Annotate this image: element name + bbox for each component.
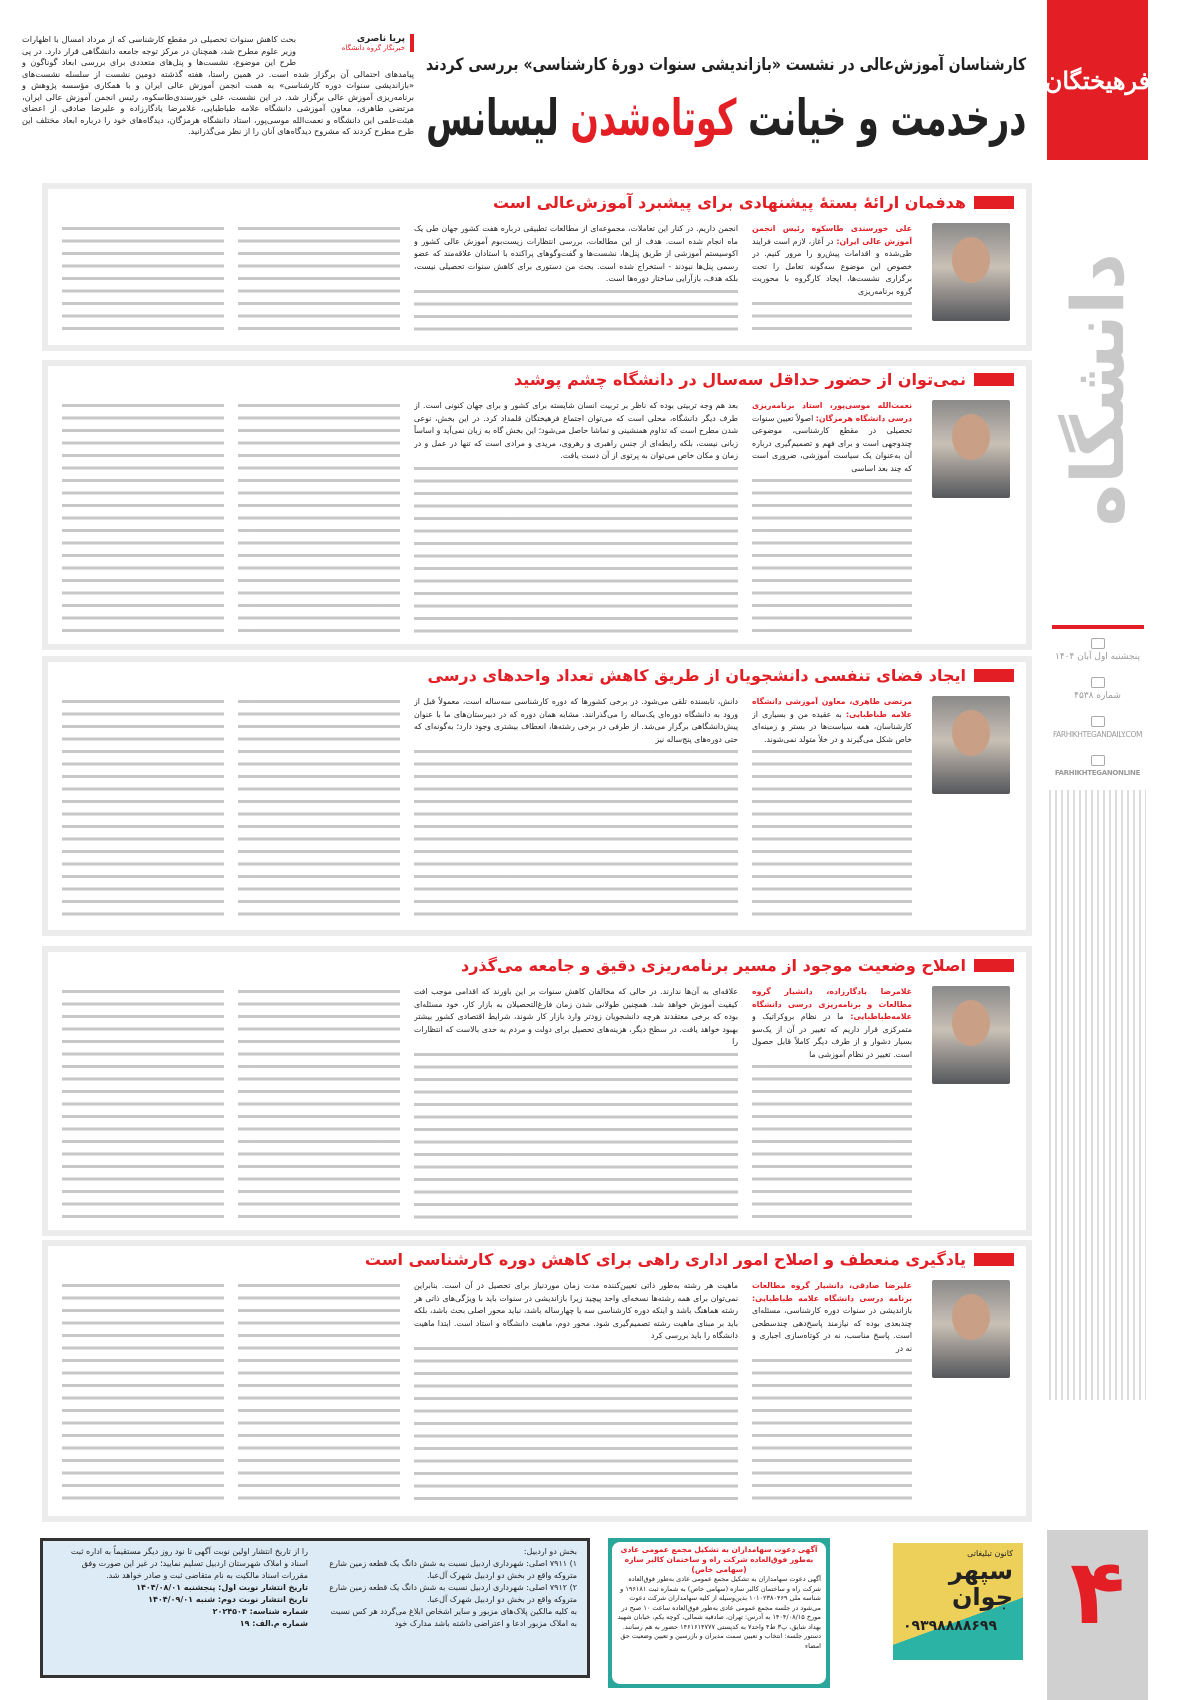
section-label-text: دانشگاه: [1055, 253, 1140, 527]
article-text: ماهیت هر رشته به‌طور ذاتی تعیین‌کننده مدت زمان موردنیاز برای تحصیل در آن است. بنابراین نمی‌توان برای همه رشته‌ها نسخه‌ای واحد پیچید زیرا بازاندیشی در سنوات باید با ویژگی‌های ذاتی هر رشته هماهنگ باشد و اینکه دوره کارشناسی سه یا چهارساله باشد، نباید محور اصلی بحث باشد، بلکه باید بر مبنای ماهیت رشته تصمیم‌گیری شود. محور دوم، ماهیت دانشگاه و استاد است. ابتدا ماهیت دانشگاه را باید بررسی کرد: [414, 1281, 738, 1340]
speaker-intro: ما در نظام بروکراتیک و متمرکزی قرار داریم که تغییر در آن از یک‌سو بسیار دشوار و از طرف دیگر کاملاً قابل حصول است. تغییر در نظام آموزشی ما: [752, 1012, 912, 1059]
title-bar: [974, 196, 1014, 209]
text-column: [414, 696, 738, 920]
website-text[interactable]: FARHIKHTEGANDAILY.COM: [1052, 730, 1143, 739]
decorative-stripes: [1049, 790, 1146, 1400]
notice-body: آگهی دعوت سهامداران به تشکیل مجمع عمومی عادی به‌طور فوق‌العاده شرکت راه و ساختمان کالبر سازه (سهامی خاص) به شماره ثبت ۱۹۶۱۸۱ و شناسه ملی ۱۰۱۰۲۳۸۰۴۶۹ بدین‌وسیله از کلیه سهامداران شرکت دعوت می‌شود در جلسه مجمع عمومی عادی به‌طور فوق‌العاده ساعت ۱۰ صبح در مورخ ۱۴۰۴/۰۸/۱۵ به آدرس: تهران، صادقیه شمالی، کوچه یکم، خیابان شهید بهداد شایق، پ۳ ط۴ واحد۷ به کدپستی ۱۴۶۱۶۱۴۷۷۷ حضور به هم رسانند. دستور جلسه: انتخاب و تعیین سمت مدیران و بازرسین و تعیین وضعیت حق امضاء: [617, 1575, 821, 1650]
text-column: [414, 986, 738, 1220]
kicker: کارشناسان آموزش‌عالی در نشست «بازاندیشی سنوات دورۀ کارشناسی» بررسی کردند: [425, 55, 1026, 75]
section-title: [514, 370, 1014, 389]
section-title: [461, 956, 1014, 975]
speaker-intro: به عقیده من و بسیاری از کارشناسان، همه سیاست‌ها در بستر و زمینه‌ای خاص شکل می‌گیرند و در خلأ متولد نمی‌شوند.: [752, 709, 912, 744]
headline-red: کوتاه‌شدن: [570, 89, 737, 147]
speaker-intro: اصولاً تعیین سنوات تحصیلی در مقطع کارشناسی، موضوعی چندوجهی است و برای فهم و تصمیم‌گیری درباره آن به‌عنوان یک سیاست آموزشی، ضروری است که چند بعد اساسی: [752, 413, 912, 473]
author-box: [302, 34, 414, 52]
social-icon: [1091, 755, 1105, 766]
section-heading: هدفمان ارائۀ بستۀ پیشنهادی برای پیشبرد آموزش‌عالی است: [492, 193, 966, 212]
text-lines: [414, 1053, 738, 1221]
ad-brand-2: جوان: [951, 1583, 1013, 1611]
legal-notice-right: [322, 1546, 577, 1670]
legal-date1: تاریخ انتشار نوبت اول: پنجشنبه ۱۴۰۴/۰۸/۰۱: [136, 1583, 308, 1592]
page-number: ۴: [1070, 1540, 1125, 1645]
legal-no: شماره م.الف: ۱۹: [239, 1619, 308, 1628]
title-bar: [974, 1253, 1014, 1266]
section-title: [428, 666, 1015, 685]
text-column: [752, 1280, 912, 1506]
text-lines: [238, 700, 400, 920]
text-column: [752, 223, 912, 335]
text-lines: [62, 700, 224, 920]
legal-notice-ad: [40, 1538, 590, 1678]
speaker-name: علیرضا صادقی، دانشیار گروه مطالعات برنامه درسی دانشگاه علامه طباطبایی:: [752, 1281, 912, 1303]
section-label: [1047, 180, 1148, 600]
text-lines: [752, 1065, 912, 1220]
page-headline: [426, 86, 1026, 150]
headline-part1: درخدمت و خیانت: [736, 89, 1026, 147]
author-role: خبرنگار گروه دانشگاه: [341, 44, 405, 52]
article-text: انجمن داریم. در کنار این تعاملات، مجموعه‌ای از مطالعات تطبیقی درباره هفت کشور جهان طی یک ماه انجام شده است. هدف از این مطالعات، بررسی انتظارات زیست‌بوم آموزش عالی کشور و اکوسیستم آموزشی از طریق پنل‌ها، نشست‌ها و گفت‌وگوهای پراکنده با استادان علاقه‌مند که عضو رسمی پنل‌ها نبودند - استخراج شده است. بحث من دستوری برای کاهش سنوات تحصیلی نیست، بلکه هدف، بازآرایی ساختار دوره‌ها است.: [414, 224, 738, 283]
date: [1047, 638, 1148, 662]
date-text: پنجشنبه اول آبان ۱۴۰۴: [1055, 652, 1140, 662]
website[interactable]: [1047, 716, 1148, 739]
text-lines: [62, 990, 224, 1220]
ad-brand-1: سپهر: [948, 1557, 1013, 1585]
text-column: [238, 400, 400, 634]
legal-line: ۲) ۷۹۱۲ اصلی: شهرداری اردبیل نسبت به شش دانگ یک قطعه زمین شارع متروکه واقع در بخش دو اردبیل شهرک آل‌عبا.: [329, 1583, 577, 1604]
sepehr-javan-ad: [893, 1543, 1023, 1660]
text-lines: [414, 1347, 738, 1507]
text-column: [238, 696, 400, 920]
barcode-icon: [1091, 677, 1105, 688]
text-lines: [238, 227, 400, 335]
text-column: [414, 400, 738, 634]
text-column: [752, 986, 912, 1220]
text-lines: [752, 750, 912, 920]
text-column: [238, 223, 400, 335]
text-column: [414, 1280, 738, 1506]
text-column: [62, 1280, 224, 1506]
shareholder-notice-ad: [608, 1538, 830, 1688]
speaker-name: نعمت‌الله موسی‌پور، استاد برنامه‌ریزی درسی دانشگاه هرمزگان:: [752, 401, 912, 423]
article-text: بعد هم وجه تربیتی بوده که ناظر بر تربیت انسان شایسته برای کشور و برای جهان کنونی است. از طرف دیگر دانشگاه، محلی است که می‌توان اجتماع فرهیختگان قلمداد کرد. در این بخش، نوعی شدن مطرح است که تداوم همنشینی و تماشا حاصل می‌شود؛ این بخش گاه به زبان نمی‌آید و اساساً زبانی نیست، بلکه رابطه‌ای از جنس راهبری و رهروی، مریدی و مرادی است که تنها در عمل و در زمان و مکان خاص می‌توان به پرتوی از آن دست یافت.: [414, 401, 738, 460]
text-lines: [238, 990, 400, 1220]
text-lines: [62, 227, 224, 335]
text-column: [752, 400, 912, 634]
title-bar: [974, 373, 1014, 386]
section-heading: ایجاد فضای تنفسی دانشجویان از طریق کاهش تعداد واحدهای درسی: [427, 666, 966, 685]
article-section: [42, 656, 1032, 936]
notice-title: آگهی دعوت سهامداران به تشکیل مجمع عمومی عادی به‌طور فوق‌العاده شرکت راه و ساختمان کالبر سازه (سهامی خاص): [620, 1545, 818, 1574]
text-column: [238, 986, 400, 1220]
speaker-name: علی خورسندی طاسکوه رئیس انجمن آموزش عالی ایران:: [752, 224, 912, 246]
social[interactable]: [1047, 755, 1148, 777]
section-heading: یادگیری منعطف و اصلاح امور اداری راهی برای کاهش دوره کارشناسی است: [364, 1250, 966, 1269]
speaker-name: مرتضی طاهری، معاون آموزشی دانشگاه علامه طباطبایی:: [752, 697, 912, 719]
legal-line: ۱) ۷۹۱۱ اصلی: شهرداری اردبیل نسبت به شش دانگ یک قطعه زمین شارع متروکه واقع در بخش دو اردبیل شهرک آل‌عبا.: [329, 1559, 577, 1580]
headline-part2: لیسانس: [425, 89, 571, 147]
ad-phone[interactable]: ۰۹۳۹۸۸۸۸۶۹۹: [903, 1618, 997, 1634]
legal-notice-left: [53, 1546, 308, 1670]
text-lines: [62, 1284, 224, 1506]
text-column: [238, 1280, 400, 1506]
text-lines: [414, 467, 738, 635]
legal-date2: تاریخ انتشار نوبت دوم: شنبه ۱۴۰۴/۰۹/۰۱: [148, 1595, 308, 1604]
text-lines: [752, 1359, 912, 1506]
section-heading: اصلاح وضعیت موجود از مسیر برنامه‌ریزی دقیق و جامعه می‌گذرد: [461, 956, 966, 975]
legal-line: بخش دو اردبیل:: [523, 1547, 577, 1556]
ad-agency-label: کانون تبلیغاتی: [967, 1549, 1013, 1558]
newspaper-logo: فرهیختگان: [1047, 0, 1148, 160]
article-section: [42, 360, 1032, 650]
legal-id: شماره شناسه: ۲۰۲۴۵۰۴: [212, 1607, 308, 1616]
issue: [1047, 677, 1148, 701]
article-text: دانش، نابسنده تلقی می‌شود. در برخی کشورها که دوره کارشناسی سه‌ساله است، معمولاً قبل از ورود به دانشگاه دوره‌ای یک‌ساله را می‌گذرانند. مشابه همان دوره که در دبیرستان‌های ما با عنوان پیش‌دانشگاهی برگزار می‌شد. از طرفی در برخی رشته‌ها، انعطاف بیشتری وجود دارد؛ به‌گونه‌ای که حتی دوره‌های پنج‌ساله نیز: [414, 697, 738, 744]
legal-line: را از تاریخ انتشار اولین نوبت آگهی تا نود روز دیگر مستقیماً به اداره ثبت اسناد و املاک شهرستان اردبیل تسلیم نمایید؛ در غیر این صورت وفق مقررات اسناد مالکیت به نام متقاضی ثبت و صادر خواهد شد.: [70, 1547, 308, 1580]
text-lines: [752, 479, 912, 634]
article-section: [42, 946, 1032, 1236]
section-title: [493, 193, 1014, 212]
legal-line: به کلیه مالکین پلاک‌های مزبور و سایر اشخاص ابلاغ می‌گردد هر کس نسبت به املاک مزبور ادعا و اعتراضی داشته باشد مدارک خود: [330, 1607, 577, 1628]
text-lines: [238, 1284, 400, 1506]
text-column: [62, 223, 224, 335]
title-bar: [974, 959, 1014, 972]
text-lines: [414, 290, 738, 336]
text-lines: [62, 404, 224, 634]
speaker-intro: بازاندیشی در سنوات دوره کارشناسی، مسئله‌ای چندبعدی بوده که نیازمند پاسخ‌دهی چندسطحی است. پاسخ مناسب، نه در کوتاه‌سازی اجباری و نه در: [752, 1306, 912, 1353]
calendar-icon: [1091, 638, 1105, 649]
text-lines: [752, 302, 912, 335]
lead-article: [22, 34, 414, 176]
section-heading: نمی‌توان از حضور حداقل سه‌سال در دانشگاه چشم پوشید: [513, 370, 966, 389]
text-column: [62, 696, 224, 920]
text-lines: [238, 404, 400, 634]
article-section: [42, 1240, 1032, 1522]
author-name: پریا ناصری: [356, 34, 405, 44]
section-title: [365, 1250, 1014, 1269]
text-lines: [414, 750, 738, 920]
text-column: [414, 223, 738, 335]
article-section: [42, 183, 1032, 351]
lead-text: بحث کاهش سنوات تحصیلی در مقطع کارشناسی که از مرداد امسال با اظهارات وزیر علوم مطرح شد، همچنان در مرکز توجه جامعه دانشگاهی قرار دارد. در پی طرح این موضوع، نشست‌ها و پنل‌های متعددی برای بررسی ابعاد گوناگون و پیامدهای احتمالی آن برگزار شده است. در همین راستا، هفته گذشته دومین نشست از سلسله نشست‌های «بازاندیشی سنوات دوره کارشناسی» به همت انجمن آموزش عالی ایران و با همکاری مؤسسه پژوهش و برنامه‌ریزی آموزش عالی برگزار شد. در این نشست، علی خورسندی‌طاسکوه، رئیس انجمن آموزش عالی ایران، مرتضی طاهری، معاون آموزشی دانشگاه علامه طباطبایی، غلامرضا یادگارزاده و علیرضا صادقی از اعضای هیئت‌علمی این دانشگاه و نعمت‌الله موسی‌پور، استاد دانشگاه هرمزگان، دیدگاه‌های خود را درباره ابعاد مختلف این طرح مطرح کردند که مشروح دیدگاه‌های آنان را از نظر می‌گذرانید.: [22, 34, 414, 136]
divider: [1052, 625, 1144, 629]
text-column: [62, 986, 224, 1220]
article-text: علاقه‌ای به آن‌ها ندارند. در حالی که مخالفان کاهش سنوات بر این باورند که اقدامی موجب افت کیفیت آموزش خواهد شد. همچنین طولانی شدن زمان فارغ‌التحصیلان به بازار کار، خود مسئله‌ای بوده که برخی معتقدند هرچه دانشجویان زودتر وارد بازار کار شوند، شرایط اقتصادی کشور بیشتر بهبود خواهد یافت. در سطح دیگر، هزینه‌های تحصیل برای دولت و مردم به حدی بالاست که انتظارات را: [414, 987, 738, 1046]
text-column: [752, 696, 912, 920]
text-column: [62, 400, 224, 634]
issue-text: شماره ۴۵۳۸: [1074, 691, 1121, 701]
social-text[interactable]: FARHIKHTEGANONLINE: [1054, 769, 1141, 777]
title-bar: [974, 669, 1014, 682]
web-icon: [1091, 716, 1105, 727]
speaker-name: غلامرضا یادگارزاده، دانشیار گروه مطالعات و برنامه‌ریزی درسی دانشگاه علامه‌طباطبایی:: [752, 987, 912, 1021]
sidebar: [1044, 0, 1151, 1700]
speaker-intro: در آغاز، لازم است فرایند طی‌شده و اقدامات پیش‌رو را مرور کنیم. در خصوص این موضوع سه‌گونه تعامل را تحت برگزاری نشست‌ها، ایجاد کارگروه با محوریت گروه برنامه‌ریزی: [752, 236, 912, 296]
